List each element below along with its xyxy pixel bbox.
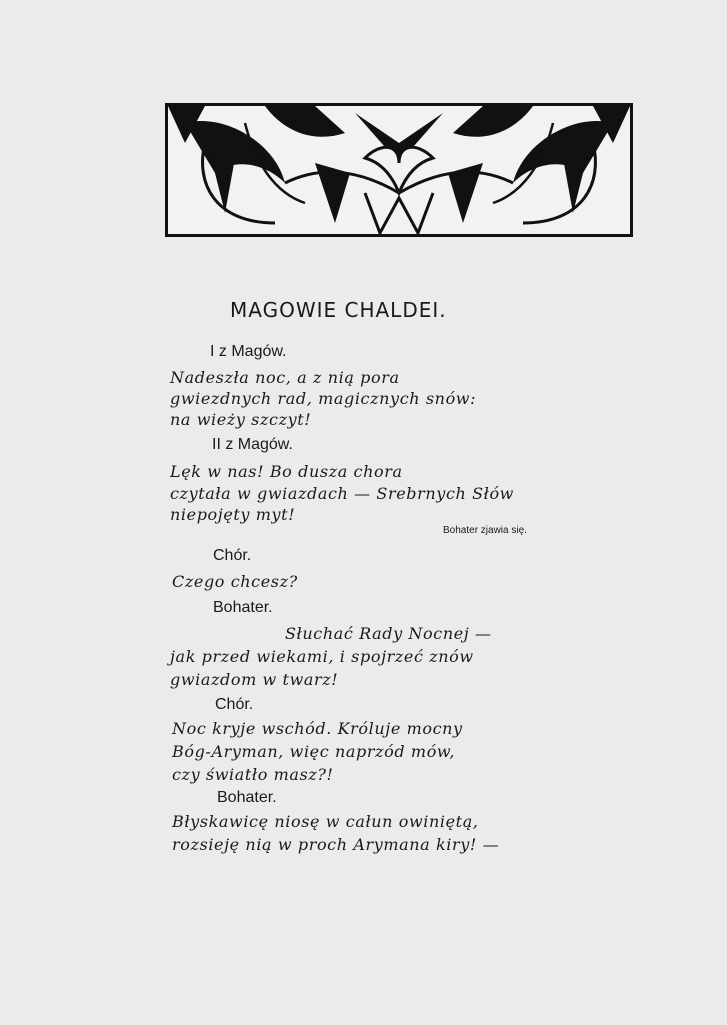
speaker-label: II z Magów.: [212, 436, 293, 453]
verse-line: gwiazdom w twarz!: [170, 670, 339, 689]
stage-direction: Bohater zjawia się.: [443, 525, 527, 536]
speaker-label: I z Magów.: [210, 343, 287, 360]
speaker-label: Bohater.: [213, 599, 273, 616]
verse-line: jak przed wiekami, i spojrzeć znów: [170, 647, 474, 666]
verse-line: Bóg-Aryman, więc naprzód mów,: [172, 742, 456, 761]
verse-line: na wieży szczyt!: [170, 410, 312, 429]
verse-line: czytała w gwiazdach — Srebrnych Słów: [170, 484, 514, 503]
speaker-label: Chór.: [213, 547, 252, 564]
speaker-label: Bohater.: [217, 789, 277, 806]
verse-line: niepojęty myt!: [170, 505, 296, 524]
verse-line: Lęk w nas! Bo dusza chora: [170, 462, 403, 481]
verse-line: czy światło masz?!: [172, 765, 334, 784]
verse-line: Noc kryje wschód. Króluje mocny: [172, 719, 463, 738]
page-title: MAGOWIE CHALDEI.: [230, 298, 447, 322]
verse-line: Słuchać Rady Nocnej —: [285, 624, 492, 643]
speaker-label: Chór.: [215, 696, 254, 713]
verse-line: gwiezdnych rad, magicznych snów:: [170, 389, 477, 408]
decorative-headpiece-ornament: [165, 103, 633, 237]
verse-line: Czego chcesz?: [172, 572, 298, 591]
verse-line: Nadeszła noc, a z nią pora: [170, 368, 400, 387]
verse-line: Błyskawicę niosę w całun owiniętą,: [172, 812, 479, 831]
verse-line: rozsieję nią w proch Arymana kiry! —: [172, 835, 500, 854]
